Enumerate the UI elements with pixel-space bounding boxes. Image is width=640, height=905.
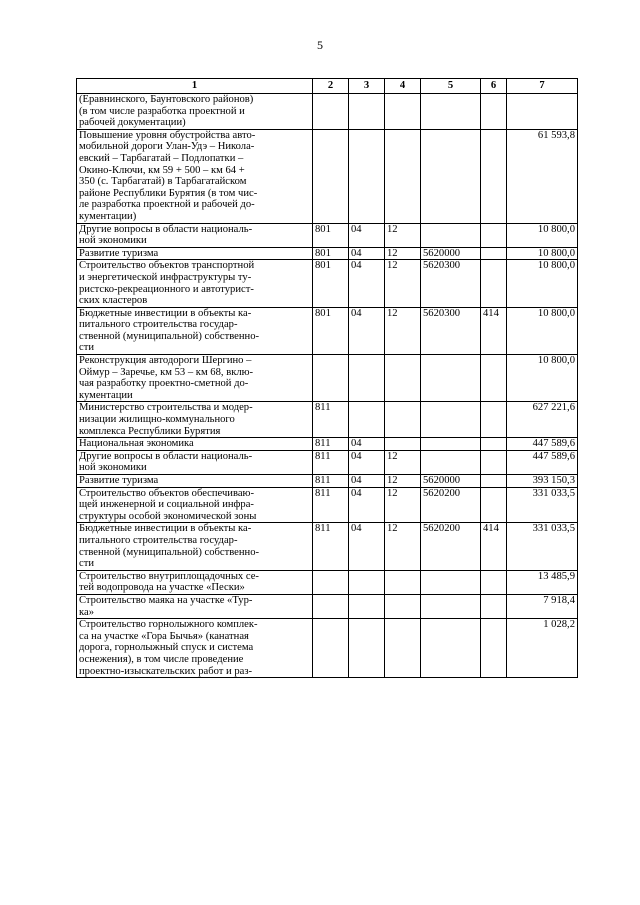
ministry-code: 801 bbox=[313, 247, 349, 260]
target-article-code: 5620000 bbox=[421, 475, 481, 488]
ministry-code bbox=[313, 355, 349, 402]
ministry-code: 811 bbox=[313, 523, 349, 570]
description-line: ственной (муниципальной) собственно- bbox=[79, 546, 260, 558]
table-row bbox=[77, 402, 578, 438]
ministry-code: 811 bbox=[313, 487, 349, 523]
subsection-code: 12 bbox=[385, 223, 421, 247]
expense-type-code bbox=[481, 619, 507, 678]
amount: 13 485,9 bbox=[507, 570, 578, 594]
ministry-code: 811 bbox=[313, 438, 349, 451]
target-article-code bbox=[421, 402, 481, 438]
amount bbox=[507, 94, 578, 130]
description-line: Бюджетные инвестиции в объекты ка- bbox=[79, 523, 252, 535]
section-code: 04 bbox=[349, 307, 385, 354]
expense-type-code bbox=[481, 570, 507, 594]
description-line: питального строительства государ- bbox=[79, 534, 238, 546]
amount: 331 033,5 bbox=[507, 487, 578, 523]
section-code bbox=[349, 129, 385, 223]
description-line: мобильной дороги Улан-Удэ – Никола- bbox=[79, 141, 255, 153]
expense-type-code: 414 bbox=[481, 523, 507, 570]
description-line: тей водопровода на участке «Пески» bbox=[79, 582, 245, 594]
section-code bbox=[349, 570, 385, 594]
description-line: Строительство объектов транспортной bbox=[79, 260, 255, 272]
description-line: ной экономики bbox=[79, 462, 147, 474]
subsection-code bbox=[385, 438, 421, 451]
target-article-code bbox=[421, 223, 481, 247]
ministry-code: 801 bbox=[313, 307, 349, 354]
subsection-code bbox=[385, 94, 421, 130]
col-header-2: 2 bbox=[313, 79, 349, 94]
ministry-code: 811 bbox=[313, 402, 349, 438]
target-article-code bbox=[421, 450, 481, 474]
row-description bbox=[77, 223, 313, 247]
amount: 627 221,6 bbox=[507, 402, 578, 438]
description-line: комплекса Республики Бурятия bbox=[79, 425, 221, 437]
table-body bbox=[77, 94, 578, 678]
subsection-code: 12 bbox=[385, 475, 421, 488]
col-header-4: 4 bbox=[385, 79, 421, 94]
description-line: питального строительства государ- bbox=[79, 319, 238, 331]
expense-type-code bbox=[481, 594, 507, 618]
section-code bbox=[349, 594, 385, 618]
ministry-code: 811 bbox=[313, 475, 349, 488]
description-line: дорога, горнолыжный спуск и система bbox=[79, 642, 254, 654]
ministry-code bbox=[313, 129, 349, 223]
table-row bbox=[77, 594, 578, 618]
table-row bbox=[77, 619, 578, 678]
page-number: 5 bbox=[317, 38, 323, 52]
ministry-code bbox=[313, 619, 349, 678]
row-description bbox=[77, 570, 313, 594]
subsection-code: 12 bbox=[385, 523, 421, 570]
amount: 393 150,3 bbox=[507, 475, 578, 488]
table-row bbox=[77, 355, 578, 402]
description-line: Строительство горнолыжного комплек- bbox=[79, 619, 258, 631]
description-line: Другие вопросы в области националь- bbox=[79, 223, 253, 235]
section-code: 04 bbox=[349, 438, 385, 451]
description-line: Бюджетные инвестиции в объекты ка- bbox=[79, 307, 252, 319]
target-article-code: 5620300 bbox=[421, 307, 481, 354]
description-line: Строительство внутриплощадочных се- bbox=[79, 570, 259, 582]
section-code: 04 bbox=[349, 475, 385, 488]
description-line: са на участке «Гора Бычья» (канатная bbox=[79, 630, 249, 642]
amount: 10 800,0 bbox=[507, 355, 578, 402]
table-row bbox=[77, 307, 578, 354]
description-line: Оймур – Заречье, км 53 – км 68, вклю- bbox=[79, 366, 254, 378]
description-line: ка» bbox=[79, 606, 94, 618]
description-line: кументации) bbox=[79, 210, 137, 222]
target-article-code bbox=[421, 438, 481, 451]
row-description bbox=[77, 355, 313, 402]
table-row bbox=[77, 260, 578, 307]
row-description bbox=[77, 94, 313, 130]
ministry-code: 801 bbox=[313, 223, 349, 247]
target-article-code: 5620000 bbox=[421, 247, 481, 260]
amount: 447 589,6 bbox=[507, 438, 578, 451]
table-row bbox=[77, 247, 578, 260]
table-row bbox=[77, 438, 578, 451]
description-line: районе Республики Бурятия (в том чис- bbox=[79, 187, 258, 199]
description-line: ле разработка проектной и рабочей до- bbox=[79, 199, 255, 211]
description-line: Другие вопросы в области националь- bbox=[79, 450, 253, 462]
expense-type-code bbox=[481, 129, 507, 223]
row-description bbox=[77, 594, 313, 618]
target-article-code bbox=[421, 594, 481, 618]
subsection-code: 12 bbox=[385, 450, 421, 474]
row-description bbox=[77, 619, 313, 678]
ministry-code bbox=[313, 594, 349, 618]
amount: 331 033,5 bbox=[507, 523, 578, 570]
description-line: 350 (с. Тарбагатай) в Тарбагатайском bbox=[79, 176, 247, 188]
description-line: кументации bbox=[79, 389, 133, 401]
expense-type-code bbox=[481, 487, 507, 523]
amount: 7 918,4 bbox=[507, 594, 578, 618]
row-description bbox=[77, 450, 313, 474]
target-article-code bbox=[421, 129, 481, 223]
col-header-1: 1 bbox=[77, 79, 313, 94]
description-line: Окино-Ключи, км 59 + 500 – км 64 + bbox=[79, 164, 245, 176]
table-row bbox=[77, 223, 578, 247]
description-line: Строительство объектов обеспечиваю- bbox=[79, 487, 254, 499]
subsection-code bbox=[385, 570, 421, 594]
expense-type-code bbox=[481, 402, 507, 438]
subsection-code: 12 bbox=[385, 487, 421, 523]
description-line: ских кластеров bbox=[79, 295, 148, 307]
description-line: Развитие туризма bbox=[79, 475, 159, 486]
ministry-code bbox=[313, 570, 349, 594]
description-line: евский – Тарбагатай – Подлопатки – bbox=[79, 152, 244, 164]
row-description bbox=[77, 129, 313, 223]
table-row bbox=[77, 94, 578, 130]
target-article-code bbox=[421, 94, 481, 130]
expense-type-code bbox=[481, 355, 507, 402]
description-line: Строительство маяка на участке «Тур- bbox=[79, 594, 253, 606]
section-code bbox=[349, 619, 385, 678]
expense-type-code bbox=[481, 260, 507, 307]
table-header-row bbox=[77, 79, 578, 94]
row-description bbox=[77, 307, 313, 354]
table-row bbox=[77, 570, 578, 594]
amount: 10 800,0 bbox=[507, 260, 578, 307]
subsection-code bbox=[385, 129, 421, 223]
ministry-code: 801 bbox=[313, 260, 349, 307]
description-line: оснежения), в том числе проведение bbox=[79, 653, 244, 665]
description-line: рабочей документации) bbox=[79, 117, 186, 129]
expense-type-code bbox=[481, 223, 507, 247]
ministry-code: 811 bbox=[313, 450, 349, 474]
expense-type-code bbox=[481, 450, 507, 474]
section-code bbox=[349, 94, 385, 130]
section-code: 04 bbox=[349, 247, 385, 260]
expense-type-code bbox=[481, 247, 507, 260]
amount: 61 593,8 bbox=[507, 129, 578, 223]
section-code bbox=[349, 402, 385, 438]
col-header-3: 3 bbox=[349, 79, 385, 94]
description-line: Повышение уровня обустройства авто- bbox=[79, 129, 256, 141]
col-header-5: 5 bbox=[421, 79, 481, 94]
target-article-code: 5620300 bbox=[421, 260, 481, 307]
description-line: ристско-рекреационного и автотурист- bbox=[79, 283, 254, 295]
description-line: (в том числе разработка проектной и bbox=[79, 105, 245, 117]
description-line: Реконструкция автодороги Шергино – bbox=[79, 355, 252, 367]
section-code: 04 bbox=[349, 523, 385, 570]
target-article-code: 5620200 bbox=[421, 487, 481, 523]
subsection-code bbox=[385, 355, 421, 402]
budget-table bbox=[76, 78, 578, 678]
amount: 1 028,2 bbox=[507, 619, 578, 678]
target-article-code bbox=[421, 570, 481, 594]
section-code bbox=[349, 355, 385, 402]
description-line: сти bbox=[79, 558, 95, 570]
section-code: 04 bbox=[349, 260, 385, 307]
expense-type-code bbox=[481, 475, 507, 488]
target-article-code: 5620200 bbox=[421, 523, 481, 570]
row-description bbox=[77, 438, 313, 451]
subsection-code: 12 bbox=[385, 307, 421, 354]
row-description bbox=[77, 402, 313, 438]
row-description bbox=[77, 247, 313, 260]
description-line: низации жилищно-коммунального bbox=[79, 414, 235, 426]
ministry-code bbox=[313, 94, 349, 130]
description-line: ной экономики bbox=[79, 235, 147, 247]
subsection-code bbox=[385, 619, 421, 678]
amount: 10 800,0 bbox=[507, 247, 578, 260]
description-line: проектно-изыскательских работ и раз- bbox=[79, 665, 253, 677]
amount: 10 800,0 bbox=[507, 307, 578, 354]
section-code: 04 bbox=[349, 450, 385, 474]
col-header-6: 6 bbox=[481, 79, 507, 94]
table-row bbox=[77, 487, 578, 523]
subsection-code: 12 bbox=[385, 260, 421, 307]
target-article-code bbox=[421, 355, 481, 402]
expense-type-code bbox=[481, 438, 507, 451]
description-line: (Еравнинского, Баунтовского районов) bbox=[79, 94, 254, 105]
section-code: 04 bbox=[349, 223, 385, 247]
description-line: структуры особой экономической зоны bbox=[79, 510, 257, 522]
description-line: и энергетической инфраструктуры ту- bbox=[79, 271, 252, 283]
description-line: Развитие туризма bbox=[79, 247, 159, 259]
subsection-code: 12 bbox=[385, 247, 421, 260]
table-row bbox=[77, 129, 578, 223]
table-row bbox=[77, 475, 578, 488]
subsection-code bbox=[385, 402, 421, 438]
expense-type-code: 414 bbox=[481, 307, 507, 354]
expense-type-code bbox=[481, 94, 507, 130]
description-line: Национальная экономика bbox=[79, 438, 194, 450]
target-article-code bbox=[421, 619, 481, 678]
description-line: ственной (муниципальной) собственно- bbox=[79, 330, 260, 342]
table-row bbox=[77, 450, 578, 474]
section-code: 04 bbox=[349, 487, 385, 523]
amount: 447 589,6 bbox=[507, 450, 578, 474]
table-row bbox=[77, 523, 578, 570]
row-description bbox=[77, 475, 313, 488]
amount: 10 800,0 bbox=[507, 223, 578, 247]
row-description bbox=[77, 487, 313, 523]
row-description bbox=[77, 523, 313, 570]
row-description bbox=[77, 260, 313, 307]
description-line: чая разработку проектно-сметной до- bbox=[79, 378, 249, 390]
description-line: Министерство строительства и модер- bbox=[79, 402, 253, 414]
description-line: сти bbox=[79, 342, 95, 354]
col-header-7: 7 bbox=[507, 79, 578, 94]
subsection-code bbox=[385, 594, 421, 618]
description-line: щей инженерной и социальной инфра- bbox=[79, 499, 254, 511]
